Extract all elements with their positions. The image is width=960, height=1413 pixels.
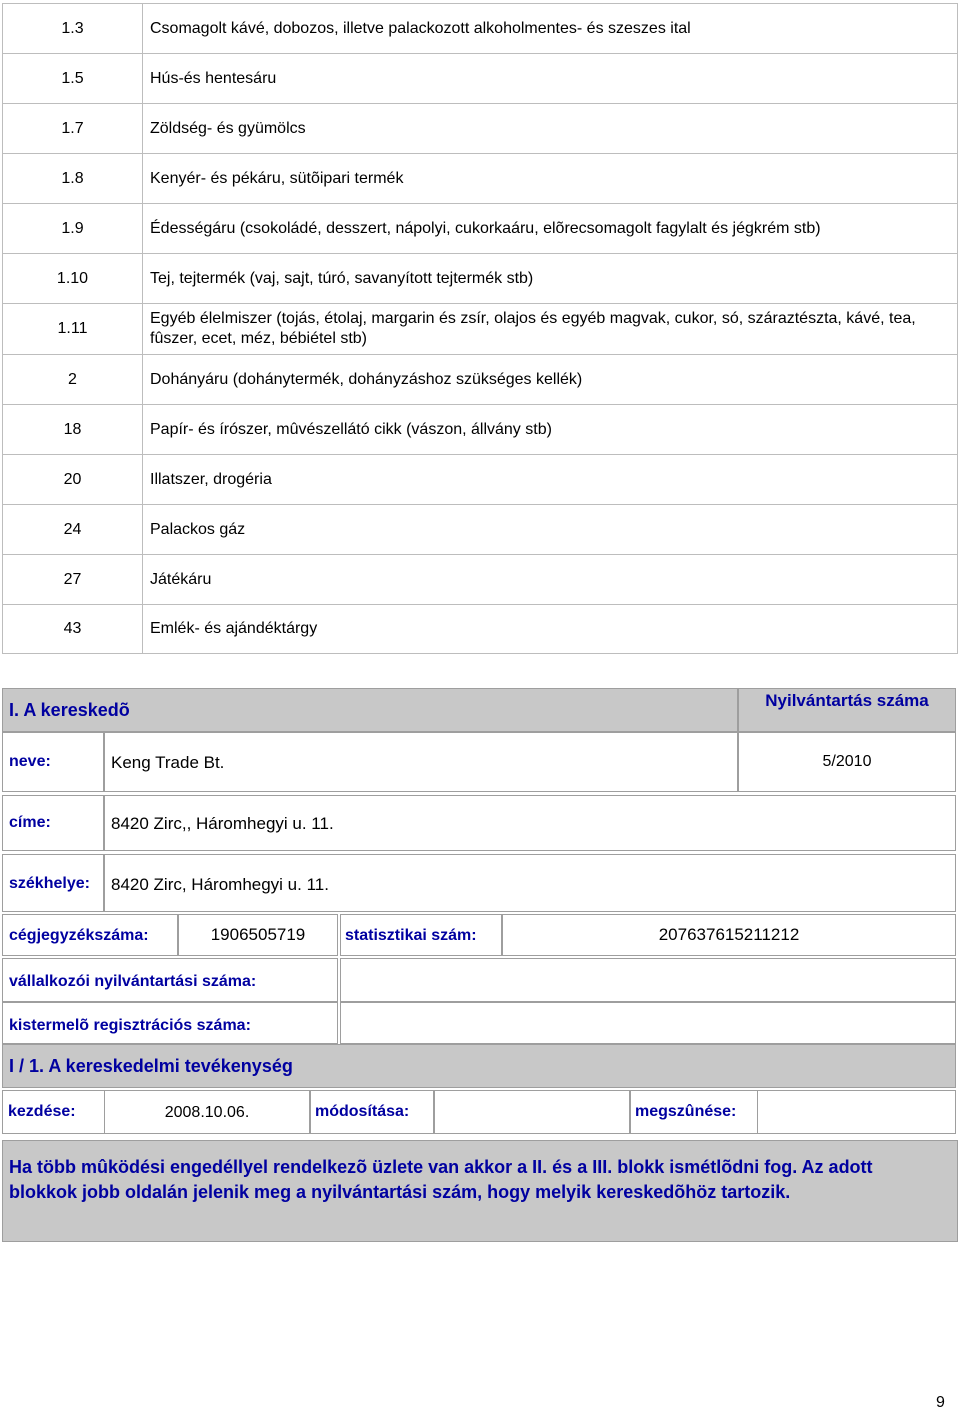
modify-label: módosítása: xyxy=(315,1103,410,1120)
table-row xyxy=(2,504,958,555)
entrepreneur-label-cell xyxy=(2,958,338,1002)
company-reg-number: 1906505719 xyxy=(210,925,306,944)
registration-header-label: Nyilvántartás száma xyxy=(765,691,929,710)
address-label: címe: xyxy=(9,814,51,831)
product-name: Kenyér- és pékáru, sütõipari termék xyxy=(150,169,404,187)
product-code: 18 xyxy=(3,405,143,454)
section-header xyxy=(2,688,738,732)
company-reg-label: cégjegyzékszáma: xyxy=(9,927,149,944)
table-row xyxy=(2,103,958,154)
note-box xyxy=(2,1140,958,1242)
table-row xyxy=(2,253,958,304)
seat-value-cell xyxy=(104,854,956,912)
table-row xyxy=(2,354,958,405)
table-row xyxy=(2,554,958,605)
product-name: Palackos gáz xyxy=(150,520,246,538)
product-name: Játékáru xyxy=(150,570,212,588)
product-code: 43 xyxy=(3,605,143,653)
table-row xyxy=(2,153,958,204)
table-row xyxy=(2,604,958,654)
section-title: I. A kereskedõ xyxy=(9,700,130,720)
name-label-cell xyxy=(2,732,104,792)
registration-header xyxy=(738,688,956,732)
product-code: 1.11 xyxy=(3,304,143,354)
product-code: 27 xyxy=(3,555,143,604)
product-code: 20 xyxy=(3,455,143,504)
table-row xyxy=(2,203,958,254)
name-label: neve: xyxy=(9,753,51,770)
product-code: 1.9 xyxy=(3,204,143,253)
product-name: Emlék- és ajándéktárgy xyxy=(150,620,318,637)
end-label-cell xyxy=(630,1090,758,1134)
product-code: 1.8 xyxy=(3,154,143,203)
stat-number: 207637615211212 xyxy=(658,925,800,944)
end-label: megszûnése: xyxy=(635,1103,737,1120)
table-row xyxy=(2,404,958,455)
product-name: Egyéb élelmiszer (tojás, étolaj, margarin és zsír, olajos és egyéb magvak, cukor, só, száraztészta, kávé, tea, fûszer, ecet, méz, bébiétel stb) xyxy=(150,310,916,347)
start-value-cell xyxy=(104,1090,310,1134)
product-name: Csomagolt kávé, dobozos, illetve palackozott alkoholmentes- és szeszes ital xyxy=(150,19,691,37)
seat-label-cell xyxy=(2,854,104,912)
product-name: Hús-és hentesáru xyxy=(150,69,277,87)
registration-number: 5/2010 xyxy=(822,753,872,770)
activity-section-title: I / 1. A kereskedelmi tevékenység xyxy=(9,1056,293,1076)
producer-label: kistermelõ regisztrációs száma: xyxy=(9,1017,251,1034)
stat-label: statisztikai szám: xyxy=(345,927,477,944)
product-name: Papír- és írószer, mûvészellátó cikk (vászon, állvány stb) xyxy=(150,420,552,438)
stat-label-cell xyxy=(340,914,502,956)
table-row xyxy=(2,3,958,54)
product-code: 2 xyxy=(3,355,143,404)
product-code: 1.10 xyxy=(3,254,143,303)
trader-seat: 8420 Zirc, Háromhegyi u. 11. xyxy=(111,875,329,894)
entrepreneur-label: vállalkozói nyilvántartási száma: xyxy=(9,973,257,990)
trader-name: Keng Trade Bt. xyxy=(111,753,225,772)
table-row xyxy=(2,303,958,355)
modify-label-cell xyxy=(310,1090,434,1134)
product-name: Tej, tejtermék (vaj, sajt, túró, savanyított tejtermék stb) xyxy=(150,269,534,287)
name-value-cell xyxy=(104,732,738,792)
table-row xyxy=(2,454,958,505)
entrepreneur-value-cell xyxy=(340,958,956,1002)
activity-section-header xyxy=(2,1044,956,1088)
table-row xyxy=(2,53,958,104)
product-code: 24 xyxy=(3,505,143,554)
seat-label: székhelye: xyxy=(9,875,90,892)
product-code: 1.3 xyxy=(3,4,143,53)
product-name: Édességáru (csokoládé, desszert, nápolyi, cukorkaáru, elõrecsomagolt fagylalt és jégkrém stb) xyxy=(150,219,821,237)
product-code: 1.7 xyxy=(3,104,143,153)
product-code: 1.5 xyxy=(3,54,143,103)
producer-label-cell xyxy=(2,1002,338,1044)
start-date: 2008.10.06. xyxy=(164,1104,250,1121)
company-reg-label-cell xyxy=(2,914,178,956)
modify-value-cell xyxy=(434,1090,630,1134)
start-label: kezdése: xyxy=(8,1103,76,1120)
producer-value-cell xyxy=(340,1002,956,1044)
product-name: Zöldség- és gyümölcs xyxy=(150,119,306,137)
product-name: Illatszer, drogéria xyxy=(150,470,272,488)
reg-number-cell xyxy=(738,732,956,792)
company-reg-value-cell xyxy=(178,914,338,956)
address-value-cell xyxy=(104,795,956,851)
stat-value-cell xyxy=(502,914,956,956)
address-label-cell xyxy=(2,795,104,851)
product-name: Dohányáru (dohánytermék, dohányzáshoz szükséges kellék) xyxy=(150,370,583,388)
note-text: Ha több mûködési engedéllyel rendelkezõ üzlete van akkor a II. és a III. blokk ismétlõdni fog. Az adott blokkok jobb oldalán jelenik meg a nyilvántartási szám, hogy melyik kereskedõhöz tartozik. xyxy=(9,1157,873,1202)
trader-address: 8420 Zirc,, Háromhegyi u. 11. xyxy=(111,814,334,833)
page-number: 9 xyxy=(936,1394,945,1411)
